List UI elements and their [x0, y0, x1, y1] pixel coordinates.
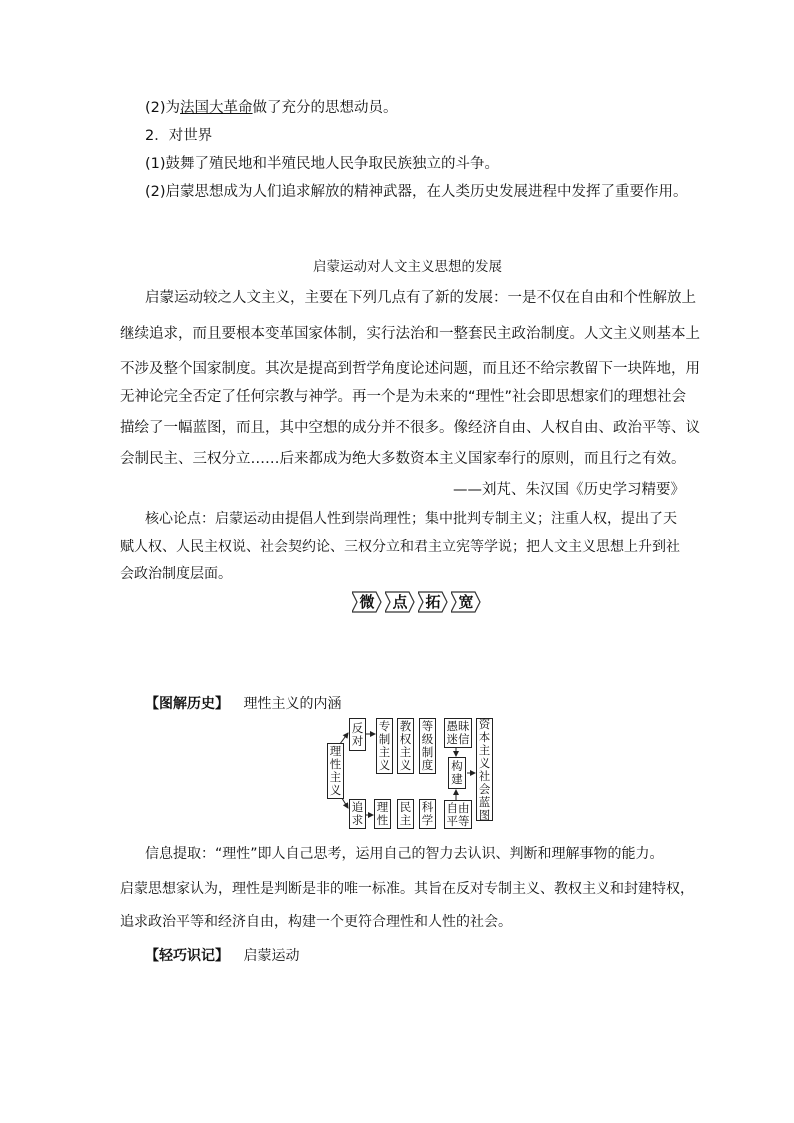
blueprint-box: 资本主义社会蓝图	[476, 718, 493, 821]
diagram-heading-text: 理性主义的内涵	[243, 696, 342, 712]
freedom-box: 自由平等	[444, 800, 472, 829]
hierarchy-box: 等级制度	[419, 718, 436, 774]
memo-heading-tag: 【轻巧识记】	[145, 948, 229, 964]
top-line-2: 2．对世界	[145, 128, 213, 144]
article-line-2: 继续追求，而且要根本变革国家体制，实行法治和一整套民主政治制度。人文主义则基本上	[120, 326, 700, 342]
reason-box: 理性	[374, 799, 391, 829]
top-line-3: (1)鼓舞了殖民地和半殖民地人民争取民族独立的斗争。	[145, 156, 500, 172]
french-revolution-link: 法国大革命	[180, 100, 253, 116]
article-line-4: 无神论完全否定了任何宗教与神学。再一个是为未来的“理性”社会即思想家们的理想社会	[120, 389, 687, 405]
top-line-1-suffix: 做了充分的思想动员。	[252, 100, 398, 116]
article-line-5: 描绘了一幅蓝图，而且，其中空想的成分并不很多。像经济自由、人权自由、政治平等、议	[120, 420, 700, 436]
pursue-box: 追求	[349, 799, 366, 829]
info-line-3: 追求政治平等和经济自由，构建一个更符合理性和人性的社会。	[120, 914, 512, 930]
diagram-heading-tag: 【图解历史】	[145, 696, 229, 712]
superstition-box: 愚昧迷信	[444, 718, 472, 748]
article-line-6: 会制民主、三权分立……后来都成为绝大多数资本主义国家奉行的原则，而且行之有效。	[120, 451, 686, 467]
badge-char-2: 点	[392, 593, 408, 611]
memo-heading-text: 启蒙运动	[243, 948, 300, 964]
article-line-1: 启蒙运动较之人文主义，主要在下列几点有了新的发展：一是不仅在自由和个性解放上	[145, 290, 696, 306]
theocracy-box: 教权主义	[397, 718, 414, 774]
top-line-4: (2)启蒙思想成为人们追求解放的精神武器，在人类历史发展进程中发挥了重要作用。	[145, 184, 688, 200]
info-line-1: 信息提取：“理性”即人自己思考，运用自己的智力去认识、判断和理解事物的能力。	[145, 846, 664, 862]
oppose-box: 反对	[349, 718, 366, 751]
article-source: ——刘芃、朱汉国《历史学习精要》	[453, 482, 685, 498]
badge-char-1: 微	[359, 593, 375, 611]
badge-char-4: 宽	[458, 593, 474, 611]
core-line-2: 赋人权、人民主权说、社会契约论、三权分立和君主立宪等学说；把人文主义思想上升到社	[120, 539, 680, 555]
info-line-2: 启蒙思想家认为，理性是判断是非的唯一标准。其旨在反对专制主义、教权主义和封建特权，	[120, 881, 694, 897]
science-box: 科学	[419, 799, 436, 829]
memo-heading	[145, 945, 299, 965]
article-line-3: 不涉及整个国家制度。其次是提高到哲学角度论述问题，而且还不给宗教留下一块阵地，用	[120, 361, 700, 377]
article-title: 启蒙运动对人文主义思想的发展	[313, 259, 502, 275]
core-line-3: 会政治制度层面。	[120, 566, 232, 582]
democracy-box: 民主	[397, 799, 414, 829]
top-line-1-prefix: (2)为	[145, 100, 181, 116]
rational-box: 理性主义	[327, 743, 344, 799]
build-box: 构建	[448, 757, 466, 789]
core-line-1: 核心论点：启蒙运动由提倡人性到崇尚理性；集中批判专制主义；注重人权，提出了天	[145, 511, 677, 527]
badge-char-3: 拓	[425, 593, 441, 611]
autocracy-box: 专制主义	[376, 718, 393, 774]
